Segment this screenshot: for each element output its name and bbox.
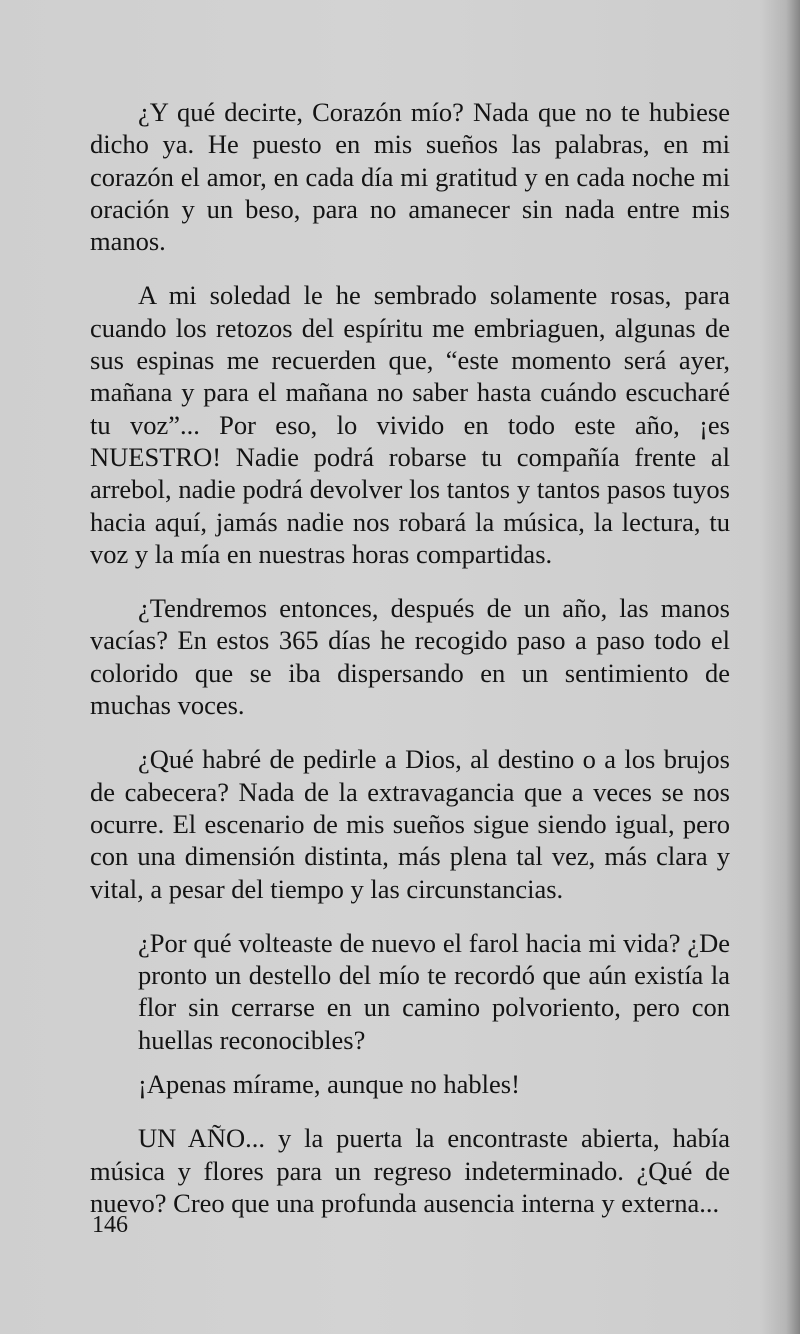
indented-quote	[138, 927, 730, 1100]
paragraph-4: ¿Qué habré de pedirle a Dios, al destino o a los brujos de cabecera? Nada de la extravagancia que a veces se nos ocurre. El escenario de mis sueños sigue siendo igual, pero con una dimensión distinta, más plena tal vez, más clara y vital, a pesar del tiempo y las circunstancias.	[90, 744, 730, 904]
page-number: 146	[92, 1212, 128, 1238]
paragraph-2: A mi soledad le he sembrado solamente rosas, para cuando los retozos del espíritu me embriaguen, algunas de sus espinas me recuerden que, “este momento será ayer, mañana y para el mañana no saber hasta cuándo escucharé tu voz”... Por eso, lo vivido en todo este año, ¡es NUESTRO! Nadie podrá robarse tu compañía frente al arrebol, nadie podrá devolver los tantos y tantos pasos tuyos hacia aquí, jamás nadie nos robará la música, la lectura, tu voz y la mía en nuestras horas compartidas.	[90, 280, 730, 569]
quote-line-1: ¿Por qué volteaste de nuevo el farol hacia mi vida? ¿De pronto un destello del mío te recordó que aún existía la flor sin cerrarse en un camino polvoriento, pero con huellas reconocibles?	[138, 927, 730, 1055]
closing-paragraph: UN AÑO... y la puerta la encontraste abierta, había música y flores para un regreso indeterminado. ¿Qué de nuevo? Creo que una profunda ausencia interna y externa...	[90, 1123, 730, 1218]
page-edge-shadow	[786, 0, 800, 1334]
quote-line-2: ¡Apenas mírame, aunque no hables!	[138, 1069, 520, 1100]
paragraph-3: ¿Tendremos entonces, después de un año, las manos vacías? En estos 365 días he recogido paso a paso todo el colorido que se iba dispersando en un sentimiento de muchas voces.	[90, 593, 730, 721]
body-text	[90, 96, 730, 1241]
paragraph-1: ¿Y qué decirte, Corazón mío? Nada que no te hubiese dicho ya. He puesto en mis sueños las palabras, en mi corazón el amor, en cada día mi gratitud y en cada noche mi oración y un beso, para no amanecer sin nada entre mis manos.	[90, 97, 730, 257]
